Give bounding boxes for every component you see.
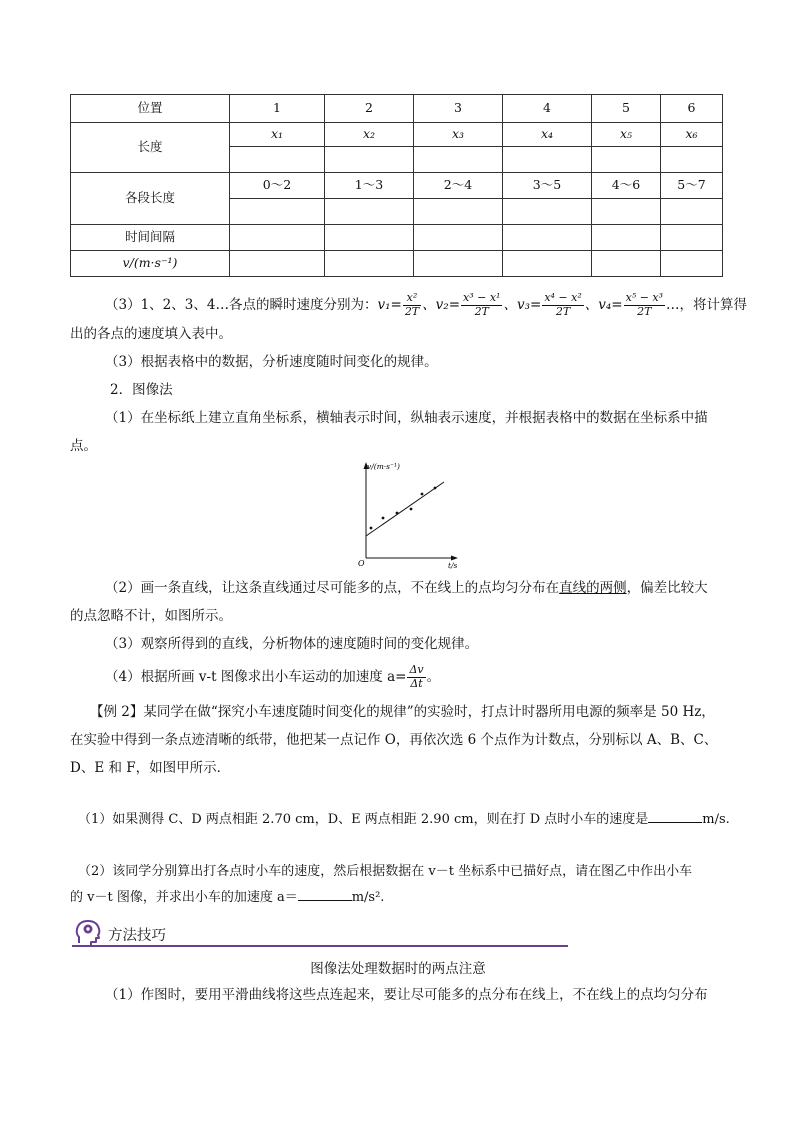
- table-row-length: [71, 123, 723, 147]
- empty-cell: [414, 199, 503, 225]
- data-point: [434, 487, 437, 490]
- paragraph-line: （1）作图时，要用平滑曲线将这些点连起来，要让尽可能多的点分布在线上，不在线上的点均匀分布: [105, 987, 708, 1003]
- section-heading: 2．图像法: [110, 382, 173, 398]
- empty-cell: [592, 225, 661, 251]
- underlined-text: 直线的两侧: [559, 580, 627, 596]
- denominator: 2T: [404, 305, 420, 318]
- cell: 3: [414, 95, 503, 123]
- cell: x₃: [414, 123, 503, 147]
- fit-line: [366, 482, 444, 536]
- empty-cell: [661, 251, 723, 277]
- empty-cell: [592, 199, 661, 225]
- answer-blank: [648, 810, 702, 823]
- cell: x₁: [230, 123, 325, 147]
- paragraph-line: 出的各点的速度填入表中。: [70, 326, 232, 342]
- empty-cell: [230, 251, 325, 277]
- x-axis-arrow: [451, 556, 458, 561]
- cell: 2～4: [414, 173, 503, 199]
- question-2-line: （2）该同学分别算出打各点时小车的速度，然后根据数据在 v－t 坐标系中已描好点，请在图乙中作出小车: [78, 864, 693, 879]
- data-point: [396, 512, 399, 515]
- note-title: 图像法处理数据时的两点注意: [310, 961, 486, 977]
- numerator: Δv: [409, 663, 424, 677]
- header-time: 时间间隔: [71, 225, 230, 251]
- empty-cell: [661, 147, 723, 173]
- empty-cell: [414, 251, 503, 277]
- cell: 5～7: [661, 173, 723, 199]
- numerator: x³ − x¹: [463, 291, 501, 305]
- cell: 5: [592, 95, 661, 123]
- empty-cell: [592, 147, 661, 173]
- cell: 6: [661, 95, 723, 123]
- example-line: 在实验中得到一条点迹清晰的纸带，他把某一点记作 O，再依次选 6 个点作为计数点，分别标以 A、B、C、: [70, 732, 718, 748]
- table-row-time: [71, 225, 723, 251]
- data-point: [421, 493, 424, 496]
- text: 的 v－t 图像，并求出小车的加速度 a＝: [70, 890, 298, 905]
- paragraph-line: 的点忽略不计，如图所示。: [70, 608, 232, 624]
- text: m/s².: [351, 890, 385, 905]
- paragraph-line: （3）根据表格中的数据，分析速度随时间变化的规律。: [105, 354, 438, 370]
- cell: x₂: [325, 123, 414, 147]
- cell: x₅: [592, 123, 661, 147]
- example-line: 【例 2】某同学在做“探究小车速度随时间变化的规律”的实验时，打点计时器所用电源的频率是 50 Hz，: [90, 704, 715, 720]
- header-length: 长度: [71, 123, 230, 173]
- cell: 4: [503, 95, 592, 123]
- empty-cell: [230, 225, 325, 251]
- header-position: 位置: [71, 95, 230, 123]
- cell: 4～6: [592, 173, 661, 199]
- text: 。: [426, 669, 441, 685]
- cell: 3～5: [503, 173, 592, 199]
- denominator: 2T: [474, 305, 489, 318]
- table-row-segment: [71, 173, 723, 199]
- table-row-position: [71, 95, 723, 123]
- acceleration-formula-line: [105, 662, 725, 692]
- fraction: [542, 292, 583, 318]
- denominator: 2T: [637, 305, 652, 318]
- paragraph-line: （3）观察所得到的直线，分析物体的速度随时间的变化规律。: [105, 636, 479, 652]
- paragraph-line: 点。: [70, 438, 97, 454]
- y-axis-label: v/(m·s⁻¹): [367, 462, 400, 471]
- empty-cell: [230, 199, 325, 225]
- text: （4）根据所画 v-t 图像求出小车运动的加速度 a=: [105, 669, 407, 685]
- paragraph-line: [105, 578, 725, 598]
- text: 、v₄=: [584, 297, 623, 313]
- numerator: x²: [403, 292, 421, 306]
- question-2-line: [70, 888, 726, 908]
- text: （1）如果测得 C、D 两点相距 2.70 cm，D、E 两点相距 2.90 cm，则在打 D 点时小车的速度是: [78, 812, 649, 827]
- header-velocity: v/(m·s⁻¹): [71, 251, 230, 277]
- empty-cell: [325, 225, 414, 251]
- table-row-velocity: [71, 251, 723, 277]
- text: 、v₂=: [422, 297, 461, 313]
- empty-cell: [325, 147, 414, 173]
- cell: 2: [325, 95, 414, 123]
- fraction: [407, 664, 425, 690]
- answer-blank: [298, 888, 352, 901]
- empty-cell: [592, 251, 661, 277]
- text: ，偏差比较大: [626, 580, 708, 596]
- origin-label: O: [358, 559, 365, 568]
- question-1: [78, 810, 728, 830]
- cell: x₆: [661, 123, 723, 147]
- empty-cell: [414, 147, 503, 173]
- text: …，将计算得: [666, 297, 748, 313]
- example-line: D、E 和 F，如图甲所示．: [70, 760, 231, 776]
- brain-gear-center: [86, 927, 89, 930]
- empty-cell: [325, 199, 414, 225]
- empty-cell: [503, 199, 592, 225]
- empty-cell: [325, 251, 414, 277]
- paragraph-line: （1）在坐标纸上建立直角坐标系，横轴表示时间，纵轴表示速度，并根据表格中的数据在坐标系中描: [105, 410, 708, 426]
- section-divider: [72, 945, 568, 947]
- fraction: [403, 292, 421, 318]
- empty-cell: [503, 225, 592, 251]
- numerator: x⁴ − x²: [544, 291, 582, 305]
- text: （2）画一条直线，让这条直线通过尽可能多的点，不在线上的点均匀分布在: [105, 580, 560, 596]
- empty-cell: [661, 199, 723, 225]
- brain-head-icon: [74, 917, 104, 947]
- cell: 1: [230, 95, 325, 123]
- data-point: [370, 527, 373, 530]
- section-title: 方法技巧: [108, 928, 166, 944]
- empty-cell: [414, 225, 503, 251]
- cell: 0～2: [230, 173, 325, 199]
- empty-cell: [230, 147, 325, 173]
- text: v₁=: [377, 297, 402, 313]
- numerator: x⁵ − x³: [625, 291, 664, 305]
- text: 、v₃=: [503, 297, 542, 313]
- empty-cell: [661, 225, 723, 251]
- cell: x₄: [503, 123, 592, 147]
- empty-cell: [503, 251, 592, 277]
- empty-cell: [503, 147, 592, 173]
- fraction: [461, 292, 502, 318]
- denominator: 2T: [555, 305, 571, 318]
- text: m/s.: [702, 812, 730, 827]
- x-axis-label: t/s: [448, 561, 458, 570]
- text: （3）1、2、3、4…各点的瞬时速度分别为：: [105, 297, 378, 313]
- data-table: [70, 94, 723, 277]
- cell: 1～3: [325, 173, 414, 199]
- data-point: [410, 508, 413, 511]
- fraction: [624, 292, 665, 318]
- data-point: [382, 517, 385, 520]
- header-segment: 各段长度: [71, 173, 230, 225]
- velocity-formula-line: [105, 290, 748, 320]
- vt-graph: [350, 458, 470, 570]
- denominator: Δt: [410, 677, 423, 690]
